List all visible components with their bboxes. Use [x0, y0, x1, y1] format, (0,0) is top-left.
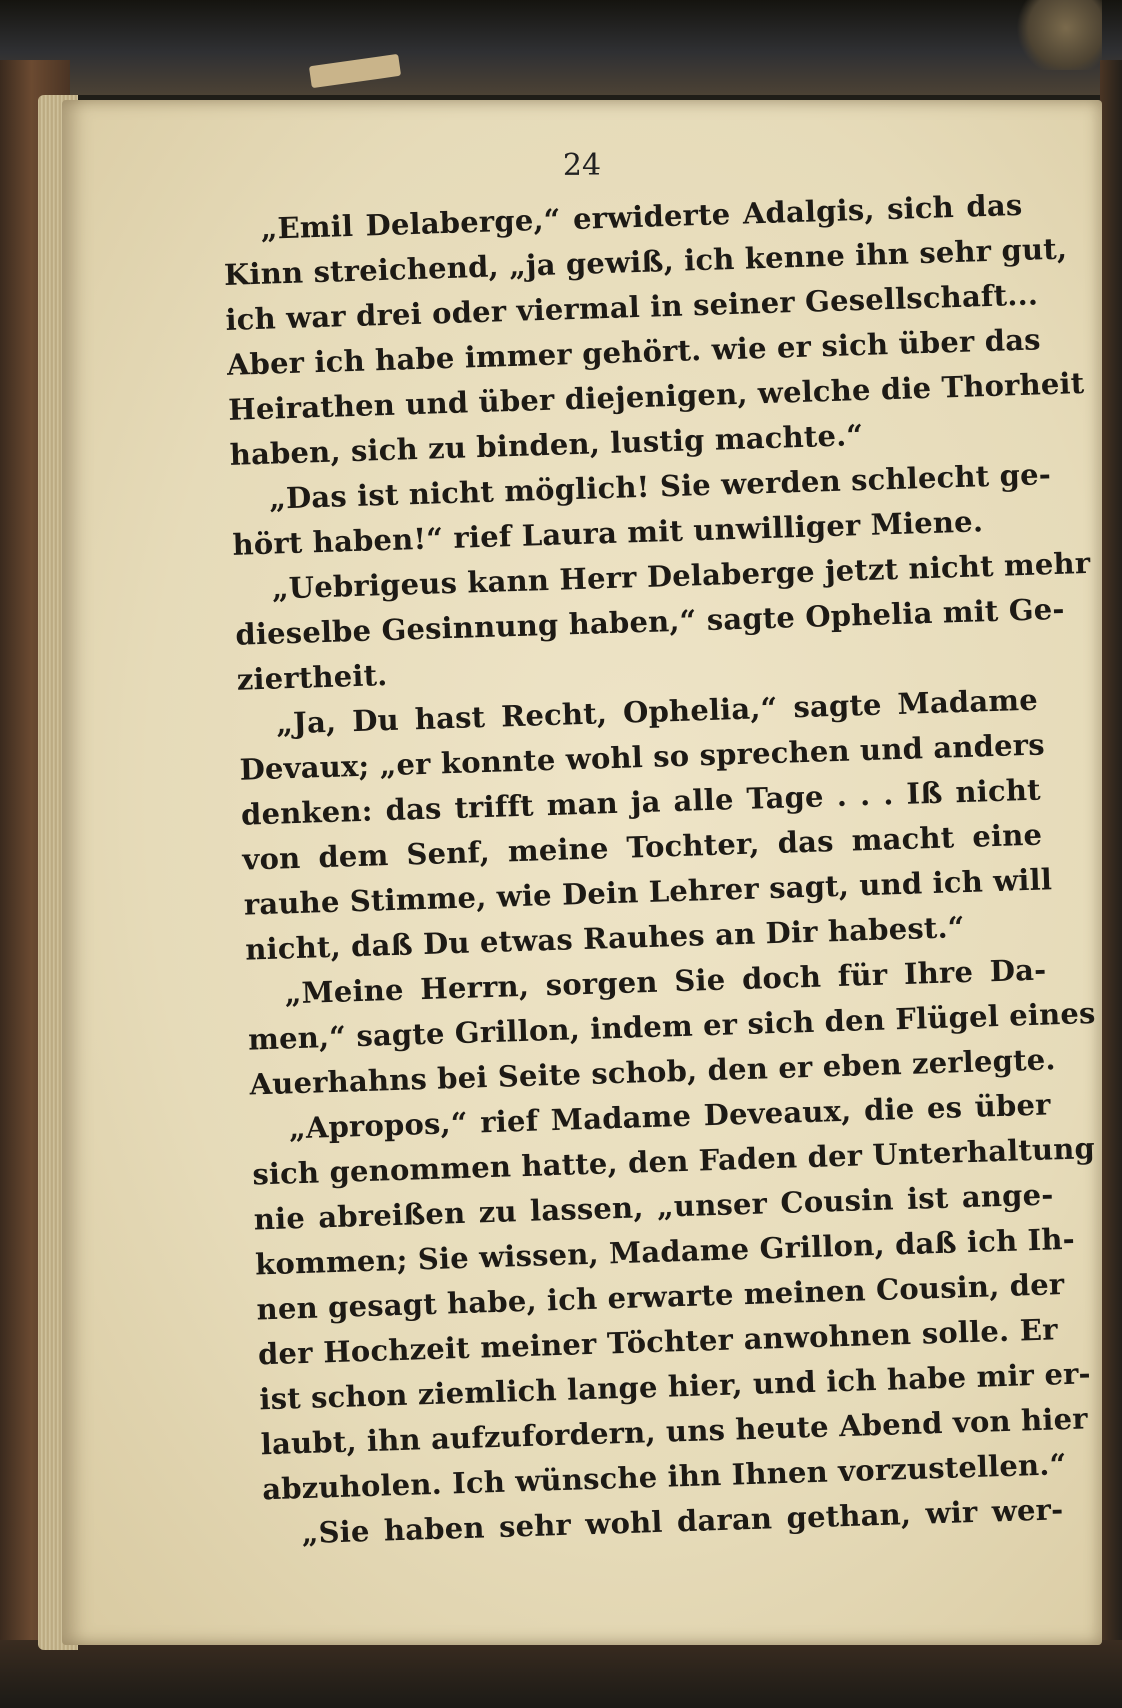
text-line: abzuholen. Ich wünsche ihn Ihnen vorzustellen.“ — [261, 1447, 1067, 1507]
text-line: men,“ sagte Grillon, indem er sich den Flügel eines — [247, 995, 1096, 1057]
text-line: „Meine Herrn, sorgen Sie doch für Ihre Da- — [284, 952, 1047, 1011]
text-line: hört haben!“ rief Laura mit unwilliger Miene. — [232, 504, 984, 562]
page-number: 24 — [562, 148, 602, 183]
text-line: Heirathen und über diejenigen, welche die Thorheit — [227, 366, 1085, 427]
text-line: nie abreißen zu lassen, „unser Cousin ist ange- — [253, 1177, 1054, 1237]
text-line: „Das ist nicht möglich! Sie werden schlecht ge- — [268, 457, 1052, 516]
text-line: „Ja, Du hast Recht, Ophelia,“ sagte Madame — [275, 682, 1039, 741]
text-line: laubt, ihn aufzufordern, uns heute Abend von hier — [260, 1401, 1089, 1462]
text-line: Aber ich habe immer gehört. wie er sich über das — [226, 322, 1042, 382]
text-line: haben, sich zu binden, lustig machte.“ — [229, 417, 864, 472]
book-cover-top — [0, 0, 1122, 95]
text-line: Auerhahns bei Seite schob, den er eben zerlegte. — [249, 1042, 1057, 1102]
book-page — [62, 100, 1102, 1645]
text-line: dieselbe Gesinnung haben,“ sagte Ophelia mit Ge- — [234, 591, 1066, 652]
text-line: rauhe Stimme, wie Dein Lehrer sagt, und ich will — [243, 862, 1053, 922]
text-line: Devaux; „er konnte wohl so sprechen und anders — [239, 727, 1046, 787]
text-line: sich genommen hatte, den Faden der Unterhaltung — [251, 1131, 1096, 1192]
text-line: „Sie haben sehr wohl daran gethan, wir wer- — [301, 1492, 1064, 1551]
text-line: von dem Senf, meine Tochter, das macht eine — [241, 817, 1043, 877]
text-line: nen gesagt habe, ich erwarte meinen Cousin, der — [256, 1267, 1065, 1327]
text-line: Kinn streichend, „ja gewiß, ich kenne ihn sehr gut, — [223, 231, 1068, 292]
text-line: nicht, daß Du etwas Rauhes an Dir habest.“ — [244, 910, 966, 967]
text-line: „Uebrigeus kann Herr Delaberge jetzt nicht mehr — [271, 545, 1091, 606]
text-line: der Hochzeit meiner Töchter anwohnen solle. Er — [257, 1312, 1059, 1372]
book-cover-right — [1100, 60, 1122, 1660]
text-line: ist schon ziemlich lange hier, und ich habe mir er- — [258, 1356, 1092, 1417]
book-cover-bottom — [0, 1640, 1122, 1708]
binding-string — [1012, 0, 1102, 70]
page-text — [222, 183, 1096, 1557]
text-line: ich war drei oder viermal in seiner Gesellschaft... — [224, 277, 1039, 337]
text-line: denken: das trifft man ja alle Tage . . . Iß nicht — [240, 772, 1042, 832]
text-line: „Emil Delaberge,“ erwiderte Adalgis, sich das — [260, 187, 1023, 246]
text-line: „Apropos,“ rief Madame Deveaux, die es über — [288, 1087, 1052, 1146]
text-line: ziertheit. — [236, 658, 388, 697]
text-line: kommen; Sie wissen, Madame Grillon, daß ich Ih- — [254, 1221, 1076, 1282]
